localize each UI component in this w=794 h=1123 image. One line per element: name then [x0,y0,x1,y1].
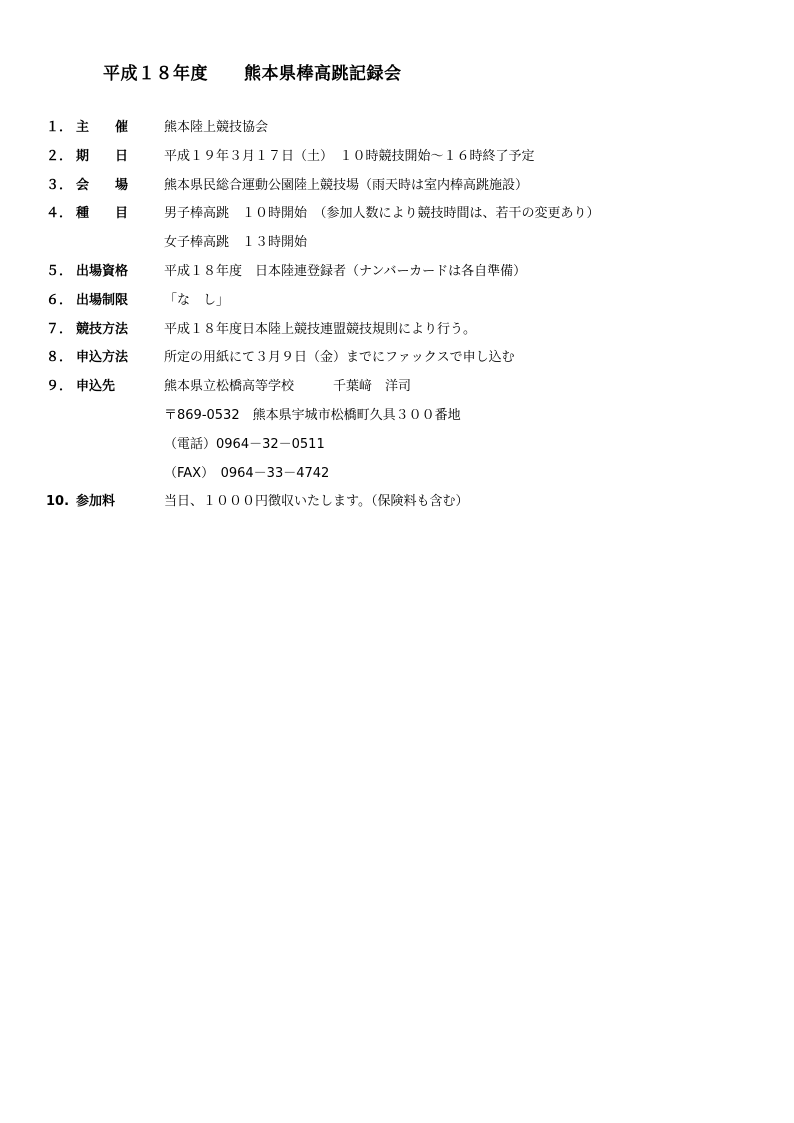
item-heading: 申込先 [76,379,116,395]
item-heading: 参加料 [76,494,116,510]
item-heading: 競技方法 [76,321,129,337]
list-item [46,291,766,320]
title-year: 平成１８年度 [103,64,208,84]
item-label [46,204,128,224]
item-value: 〒869-0532 熊本県宇城市松橋町久具３００番地 [164,407,461,423]
item-value: 所定の用紙にて３月９日（金）までにファックスで申し込む [164,350,515,366]
item-heading: 主 催 [76,120,129,135]
list-item-continuation [46,435,766,464]
item-heading: 申込方法 [76,350,129,366]
item-label [46,377,115,397]
item-value: （電話）0964－32－0511 [164,436,325,452]
item-heading: 出場資格 [76,263,129,279]
list-item-continuation [46,406,766,435]
item-number: 10. [46,494,70,510]
item-number: ３． [46,177,73,193]
item-label [46,233,76,253]
list-item [46,320,766,349]
item-value: 平成１８年度日本陸上競技連盟競技規則により行う。 [164,321,477,337]
item-value: 熊本県立松橋高等学校 千葉﨑 洋司 [164,379,412,395]
item-number: ７． [46,321,73,337]
item-value: 平成１８年度 日本陸連登録者（ナンバーカードは各自準備） [164,263,527,279]
document-title [103,59,402,84]
item-number: ５． [46,263,73,279]
item-value: 平成１９年３月１７日（土） １０時競技開始～１６時終了予定 [164,148,535,164]
item-label [46,291,128,311]
list-item [46,262,766,291]
item-value: 女子棒高跳 １３時開始 [164,235,308,251]
list-item [46,204,766,233]
list-item-continuation [46,464,766,493]
item-number: ８． [46,350,73,366]
outline-list [46,118,766,521]
item-label [46,176,128,196]
item-label [46,406,76,426]
item-label [46,464,76,484]
item-number: ２． [46,148,73,164]
list-item [46,147,766,176]
item-value: 熊本陸上競技協会 [164,120,269,135]
item-label [46,492,115,512]
item-number: １． [46,120,73,135]
item-label [46,262,128,282]
item-value: （FAX） 0964－33－4742 [164,465,330,481]
item-number: ９． [46,379,73,395]
list-item [46,492,766,521]
item-heading: 種 目 [76,206,129,222]
item-value: 当日、１０００円徴収いたします。（保険料も含む） [164,494,469,510]
item-label [46,118,128,138]
item-label [46,147,128,167]
list-item [46,118,766,147]
item-value: 「な し」 [164,292,230,308]
list-item-continuation [46,233,766,262]
item-label [46,348,128,368]
item-label [46,435,76,455]
item-label [46,320,128,340]
title-event: 熊本県棒高跳記録会 [244,64,402,84]
list-item [46,348,766,377]
list-item [46,176,766,205]
item-number: ６． [46,292,73,308]
item-heading: 出場制限 [76,292,129,308]
item-value: 熊本県民総合運動公園陸上競技場（雨天時は室内棒高跳施設） [164,177,529,193]
list-item [46,377,766,406]
item-heading: 会 場 [76,177,129,193]
item-number: ４． [46,206,73,222]
item-value: 男子棒高跳 １０時開始 （参加人数により競技時間は、若干の変更あり） [164,206,600,222]
item-heading: 期 日 [76,148,129,164]
